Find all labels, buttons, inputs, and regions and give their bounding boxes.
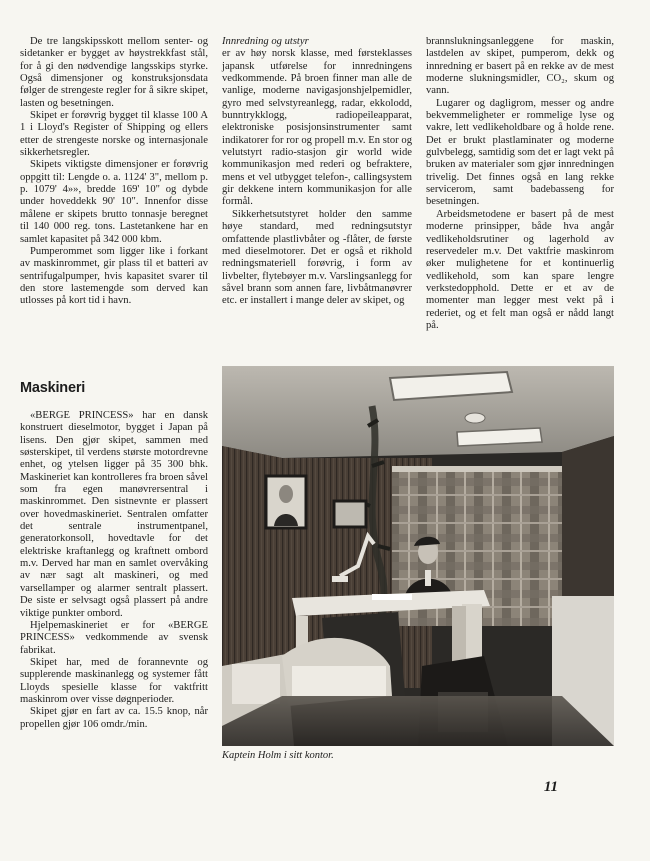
paragraph: Skipets viktigste dimensjoner er forøvrig oppgitt til: Lengde o. a. 1124' 3", mellom p. p. 1079' 4»», bredde 169' 10" og dybde under hoveddekk 90' 10". Innenfor disse målene er skipets brutto tonnasje beregnet til 140 000 reg. tons. Lastetankene har en samlet kapasitet på 342 000 kbm. [20,159,208,245]
section-heading-maskineri: Maskineri [20,380,86,396]
column-1-text [20,36,208,308]
paragraph: Hjelpemaskineriet er for «BERGE PRINCESS» vedkommende av svensk fabrikat. [20,619,208,656]
maskineri-section-text [20,410,208,731]
paragraph: De tre langskipsskott mellom senter- og sidetanker er bygget av høystrekkfast stål, for å gi den nødvendige langsskips styrke. Også dimensjoner og konstruksjonsdata følger de strengeste regler for å sikre skipet, lasten og besetningen. [20,36,208,109]
paragraph: Skipet gjør en fart av ca. 15.5 knop, når propellen gjør 106 omdr./min. [20,706,208,730]
page-number: 11 [543,779,558,795]
paragraph: Skipet er forøvrig bygget til klasse 100 A 1 i Lloyd's Register of Shipping og ellers etter de strengeste norske og internasjonale sikkerhetsregler. [20,110,208,159]
paragraph: Lugarer og dagligrom, messer og andre bekvemmeligheter er rommelige lyse og vakre, lett vedlikeholdbare og å holde rene. Det er brukt plastlaminater og moderne gulvbelegg, samtidig som det er lagt vekt på bruken av materialer som gjør innredningen trivelig. Det finnes også en lang rekke servicerom, samt badebasseng for besetningen. [426,97,614,208]
column-3-text [426,36,614,332]
photo-caption: Kaptein Holm i sitt kontor. [222,750,334,761]
column-2-text [222,36,412,308]
office-photo [222,366,614,746]
paragraph: «BERGE PRINCESS» har en dansk konstruert dieselmotor, bygget i Japan på lisens. Den gjør skipet, sammen med søsterskipet, til verdens største motordrevne enhet, og ytelsen ligger på 35 300 bhk. Maskineriet kan kontrolleres fra broen såvel som fra egen manøvrersentral i maskinrommet. Den sistnevnte er plassert over hovedmaskineriet. Sentralen omfatter det sentrale instrumentpanel, generatorkonsoll, hovedtavle for det elektriske kraftanlegg og kraftnett ombord m.v. Derved har man en samlet overvåking av nær sagt alt maskineri, og med varsellamper og alarmer sentralt plassert. De siste er selvsagt også plassert på andre viktige punkter ombord. [20,410,208,619]
paragraph: Sikkerhetsutstyret holder den samme høye standard, med redningsutstyr omfattende plastlivbåter og -flåter, de første med dieselmotorer. Det er også et rikhold redningsmateriell forøvrig, i form av livbelter, flytebøyer m.v. Varslingsanlegg for såvel brann som annen fare, livbåtmanøvrer etc. er installert i mange deler av skipet, og [222,208,412,307]
paragraph: brannslukningsanleggene for maskin, lastdelen av skipet, pumperom, dekk og innredning er basert på en rekke av de mest moderne slukningsmidler, CO₂, skum og vann. [426,36,614,97]
paragraph: er av høy norsk klasse, med førsteklasses japansk utførelse for innredningens vedkommende. På broen finner man alle de vanlige, moderne navigasjonshjelpemidler, gyro med selvstyreanlegg, radar, ekkolodd, bunntrykklogg, radiopeileapparat, elektroniske posisjonsinstrumenter samt indikatorer for ror og propell m.v. En stor og velutstyrt radio-stasjon gir world wide kommunikasjon med rederi og befraktere, mens et vel utbygget telefon-, callingsystem gir dekkene intern kommunikasjon for alle formål. [222,48,412,208]
paragraph: Skipet har, med de forannevnte og supplerende maskinanlegg og systemer fått Lloyds spesielle klasse for vaktfritt maskinrom over visse døgnperioder. [20,656,208,705]
subheading-innredning: Innredning og utstyr [222,36,309,47]
office-photo-illustration [222,366,614,746]
paragraph: Pumperommet som ligger like i forkant av maskinrommet, gir plass til et batteri av sentrifugalpumper, hvis kapasitet svarer til den store lastemengde som derved kan utlosses på kort tid i havn. [20,245,208,307]
paragraph: Arbeidsmetodene er basert på de mest moderne prinsipper, både hva angår vedlikeholdsrutiner og lagerhold av reservedeler m.v. Det vaktfrie maskinrom øker mulighetene for et kontinuerlig vedlikehold, som kan spare lengre verkstedopphold. Dette er et av de momenter man legger mest vekt på i rederiet, og et felt man også er nådd langt på. [426,208,614,331]
